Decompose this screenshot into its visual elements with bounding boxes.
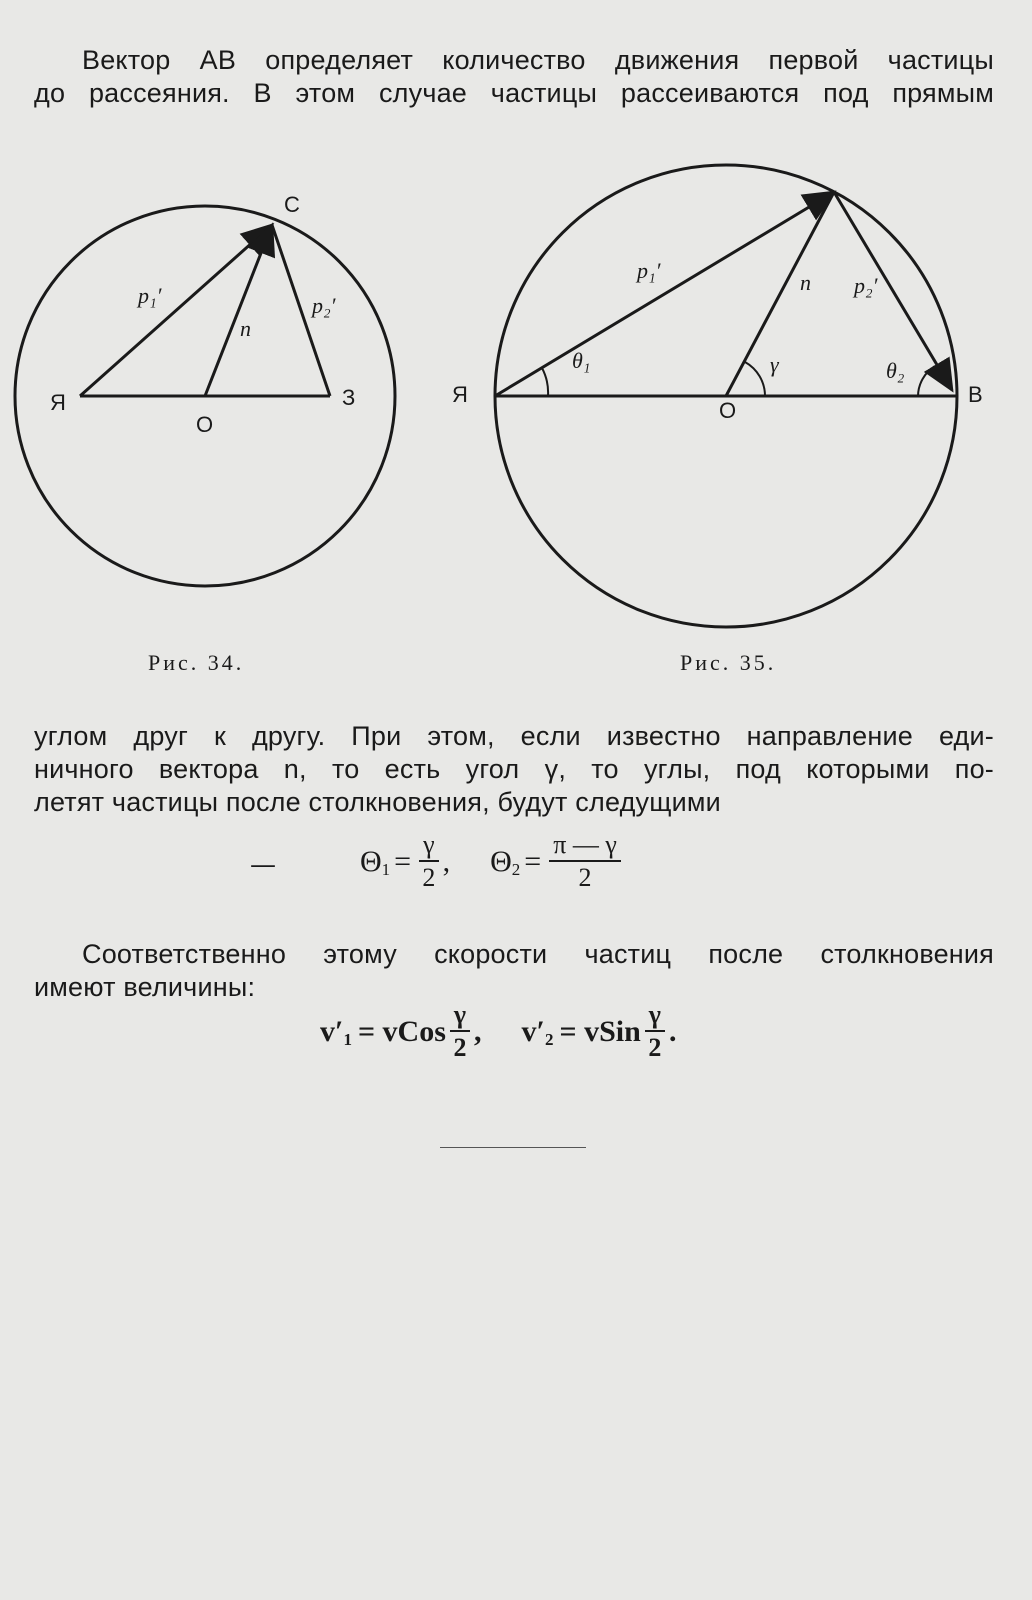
fig34-label-n: n	[240, 316, 251, 341]
fig35-arc-gamma	[745, 362, 765, 396]
paragraph-top-line2: до рассеяния. В этом случае частицы рассеиваются под прямым	[34, 78, 994, 108]
paragraph-middle-line1: углом друг к другу. При этом, если известно направление еди-	[34, 721, 994, 751]
formula-v-frac1-num: γ	[450, 1000, 470, 1032]
fig34-label-p2: p₂′	[312, 293, 336, 318]
formula-eq2: =	[524, 845, 542, 878]
formula-v-comma: ,	[474, 1015, 482, 1048]
formula-frac2	[549, 830, 621, 894]
formula-comma: ,	[442, 845, 451, 878]
paragraph-bottom-line1: Соответственно этому скорости частиц после столкновения	[82, 939, 994, 969]
end-rule	[440, 1147, 586, 1148]
formula-v2-sub: 2	[544, 1030, 554, 1049]
formula-eq1: =	[394, 845, 412, 878]
paragraph-top-line1: Вектор АВ определяет количество движения первой частицы	[82, 45, 994, 75]
fig35-label-b: B	[968, 382, 983, 407]
formula-v-frac2-num: γ	[645, 1000, 665, 1032]
formula-rhs1: = vCos	[357, 1015, 446, 1048]
fig34-label-c: C	[284, 192, 300, 217]
fig34-vector-n	[205, 225, 272, 396]
fig34-label-a: Я	[50, 390, 66, 415]
formula-v-frac1-den: 2	[453, 1033, 467, 1062]
formula-v2: v′	[521, 1015, 545, 1048]
formula-frac1	[419, 830, 439, 894]
fig34-label-o: О	[196, 412, 214, 437]
fig35-label-a: Я	[452, 382, 468, 407]
fig35-label-p2: p₂′	[854, 273, 878, 298]
formula-frac1-den: 2	[422, 863, 436, 892]
figure-35	[495, 165, 957, 627]
formula-frac1-num: γ	[419, 830, 439, 862]
fig35-label-theta2: θ₂	[886, 358, 905, 383]
formula-velocities	[320, 1000, 676, 1064]
formula-theta2: Θ	[490, 845, 512, 878]
formula-frac2-num: π — γ	[549, 830, 621, 862]
formula-v-end: .	[668, 1015, 677, 1048]
formula-rhs2: = vSin	[559, 1015, 641, 1048]
fig35-label-theta1: θ₁	[572, 348, 591, 373]
fig35-label-gamma: γ	[770, 352, 779, 377]
formula-theta1: Θ	[360, 845, 382, 878]
formula-v1-sub: 1	[343, 1030, 352, 1049]
formula-v-frac2	[645, 1000, 665, 1064]
paragraph-bottom	[34, 938, 994, 1004]
fig35-label-o: О	[719, 398, 737, 423]
paragraph-bottom-line2: имеют величины:	[34, 972, 256, 1002]
formula-frac2-den: 2	[578, 863, 592, 892]
fig35-arc-theta1	[542, 368, 548, 396]
figure35-caption: Рис. 35.	[680, 650, 777, 675]
fig35-vector-n	[726, 192, 834, 396]
fig34-vector-p1	[80, 225, 272, 396]
figure34-caption: Рис. 34.	[148, 650, 245, 675]
figure-34	[15, 206, 395, 586]
fig35-arc-theta2	[918, 366, 935, 396]
formula-v-frac1	[450, 1000, 470, 1064]
fig35-label-p1: p₁′	[637, 258, 661, 283]
formula-v-frac2-den: 2	[648, 1033, 662, 1062]
figures	[0, 0, 1032, 700]
paragraph-middle	[34, 720, 994, 819]
formula-v1: v′	[320, 1015, 344, 1048]
formula-theta2-sub: 2	[511, 860, 521, 879]
fig35-label-n: n	[800, 270, 811, 295]
formula-theta1-sub: 1	[381, 860, 391, 879]
paragraph-middle-line2: ничного вектора n, то есть угол γ, то углы, под которыми по-	[34, 754, 994, 784]
stray-dash: —	[250, 850, 276, 880]
formula-angles	[360, 830, 625, 894]
fig34-label-b: З	[342, 385, 356, 410]
fig34-label-p1: p₁′	[138, 283, 162, 308]
fig35-vector-p1	[495, 192, 834, 396]
paragraph-middle-line3: летят частицы после столкновения, будут следущими	[34, 787, 721, 817]
